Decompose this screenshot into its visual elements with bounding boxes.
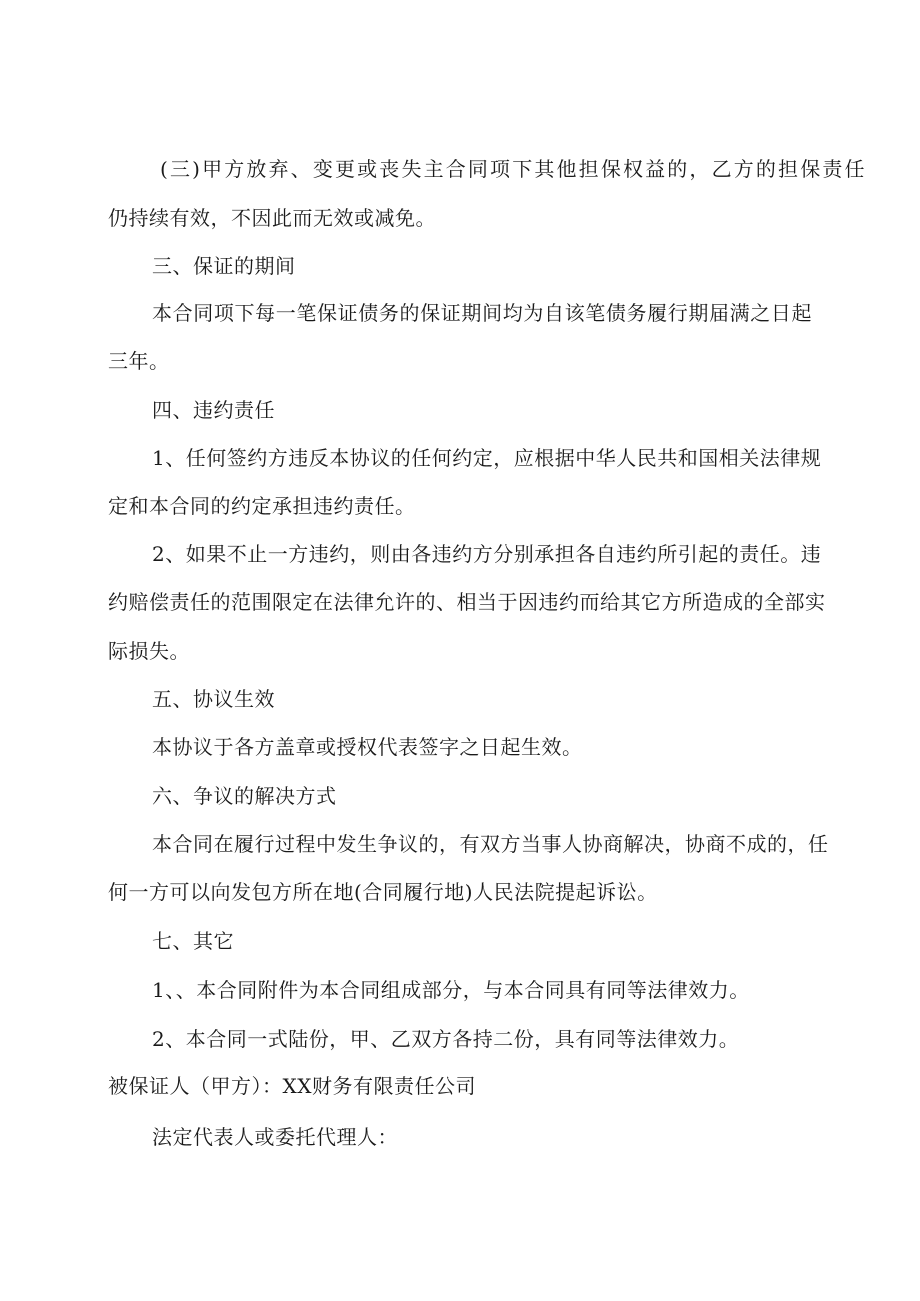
section-7-item-2: 2、本合同一式陆份，甲、乙双方各持二份，具有同等法律效力。 bbox=[152, 1027, 740, 1051]
section-5-heading: 五、协议生效 bbox=[152, 687, 275, 711]
section-4-item-1-line-1: 1、任何签约方违反本协议的任何约定，应根据中华人民共和国相关法律规 bbox=[152, 446, 822, 470]
guarantee-clause-3-line-2: 仍持续有效，不因此而无效或减免。 bbox=[108, 206, 436, 230]
section-6-body-line-2: 何一方可以向发包方所在地(合同履行地)人民法院提起诉讼。 bbox=[108, 880, 658, 904]
section-3-heading: 三、保证的期间 bbox=[152, 254, 296, 278]
section-4-item-2-line-1: 2、如果不止一方违约，则由各违约方分别承担各自违约所引起的责任。违 bbox=[152, 542, 822, 566]
legal-representative: 法定代表人或委托代理人： bbox=[152, 1125, 398, 1149]
section-4-heading: 四、违约责任 bbox=[152, 398, 275, 422]
section-4-item-2-line-3: 际损失。 bbox=[108, 639, 190, 663]
section-4-item-1-line-2: 定和本合同的约定承担违约责任。 bbox=[108, 494, 416, 518]
section-6-heading: 六、争议的解决方式 bbox=[152, 784, 337, 808]
section-7-item-1: 1、、本合同附件为本合同组成部分，与本合同具有同等法律效力。 bbox=[152, 978, 750, 1002]
section-3-body-line-1: 本合同项下每一笔保证债务的保证期间均为自该笔债务履行期届满之日起 bbox=[152, 301, 812, 325]
guarantee-clause-3-line-1: (三)甲方放弃、变更或丧失主合同项下其他担保权益的，乙方的担保责任 bbox=[160, 157, 865, 181]
section-4-item-2-line-2: 约赔偿责任的范围限定在法律允许的、相当于因违约而给其它方所造成的全部实 bbox=[108, 590, 826, 614]
guaranteed-party: 被保证人（甲方）：XX财务有限责任公司 bbox=[108, 1074, 476, 1098]
section-5-body: 本协议于各方盖章或授权代表签字之日起生效。 bbox=[152, 735, 583, 759]
section-7-heading: 七、其它 bbox=[152, 929, 234, 953]
section-6-body-line-1: 本合同在履行过程中发生争议的，有双方当事人协商解决，协商不成的，任 bbox=[152, 832, 829, 856]
section-3-body-line-2: 三年。 bbox=[108, 349, 170, 373]
